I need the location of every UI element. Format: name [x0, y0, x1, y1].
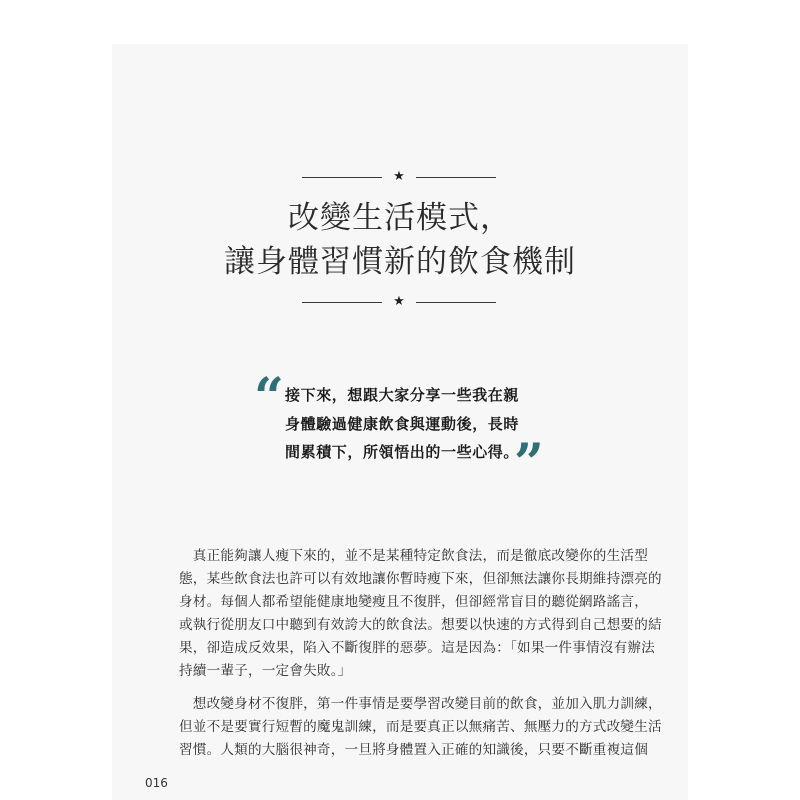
- close-quote-icon: ”: [514, 433, 544, 494]
- body-text-line: 想改變身材不復胖，第一件事情是要學習改變目前的飲食，並加入肌力訓練，: [179, 696, 662, 712]
- divider-line-right: [416, 302, 496, 303]
- divider-line-left: [302, 177, 382, 178]
- body-text-line: 果，卻造成反效果，陷入不斷復胖的惡夢。這是因為：「如果一件事情沒有辦法: [179, 640, 655, 656]
- pull-quote-line: 接下來，想跟大家分享一些我在親: [285, 386, 520, 404]
- body-text-line: 態，某些飲食法也許可以有效地讓你暫時瘦下來，但卻無法讓你長期維持漂亮的: [179, 571, 662, 587]
- body-text-line: 或執行從朋友口中聽到有效誇大的飲食法。想要以快速的方式得到自己想要的結: [179, 617, 662, 633]
- body-text-line: 持續一輩子，一定會失敗。」: [179, 663, 352, 679]
- body-text-line: 習慣。人類的大腦很神奇，一旦將身體置入正確的知識後，只要不斷重複這個: [179, 742, 648, 758]
- page-number: 016: [145, 776, 168, 790]
- top-divider-ornament: [302, 171, 496, 185]
- pull-quote-line: 身體驗過健康飲食與運動後，長時: [285, 415, 520, 433]
- body-text-line: 真正能夠讓人瘦下來的，並不是某種特定飲食法，而是徹底改變你的生活型: [179, 548, 648, 564]
- pull-quote-line: 間累積下，所領悟出的一些心得。: [285, 443, 520, 461]
- star-icon: ★: [393, 294, 405, 309]
- chapter-title-line-1: 改變生活模式，: [288, 200, 512, 236]
- bottom-divider-ornament: [302, 296, 496, 310]
- open-quote-icon: “: [254, 367, 284, 428]
- body-text-line: 但並不是要實行短暫的魔鬼訓練，而是要真正以無痛苦、無壓力的方式改變生活: [179, 719, 662, 735]
- chapter-title-line-2: 讓身體習慣新的飲食機制: [224, 244, 576, 280]
- body-text-line: 身材。每個人都希望能健康地變瘦且不復胖，但卻經常盲目的聽從網路謠言，: [179, 594, 648, 610]
- divider-line-left: [302, 302, 382, 303]
- divider-line-right: [416, 177, 496, 178]
- star-icon: ★: [393, 169, 405, 184]
